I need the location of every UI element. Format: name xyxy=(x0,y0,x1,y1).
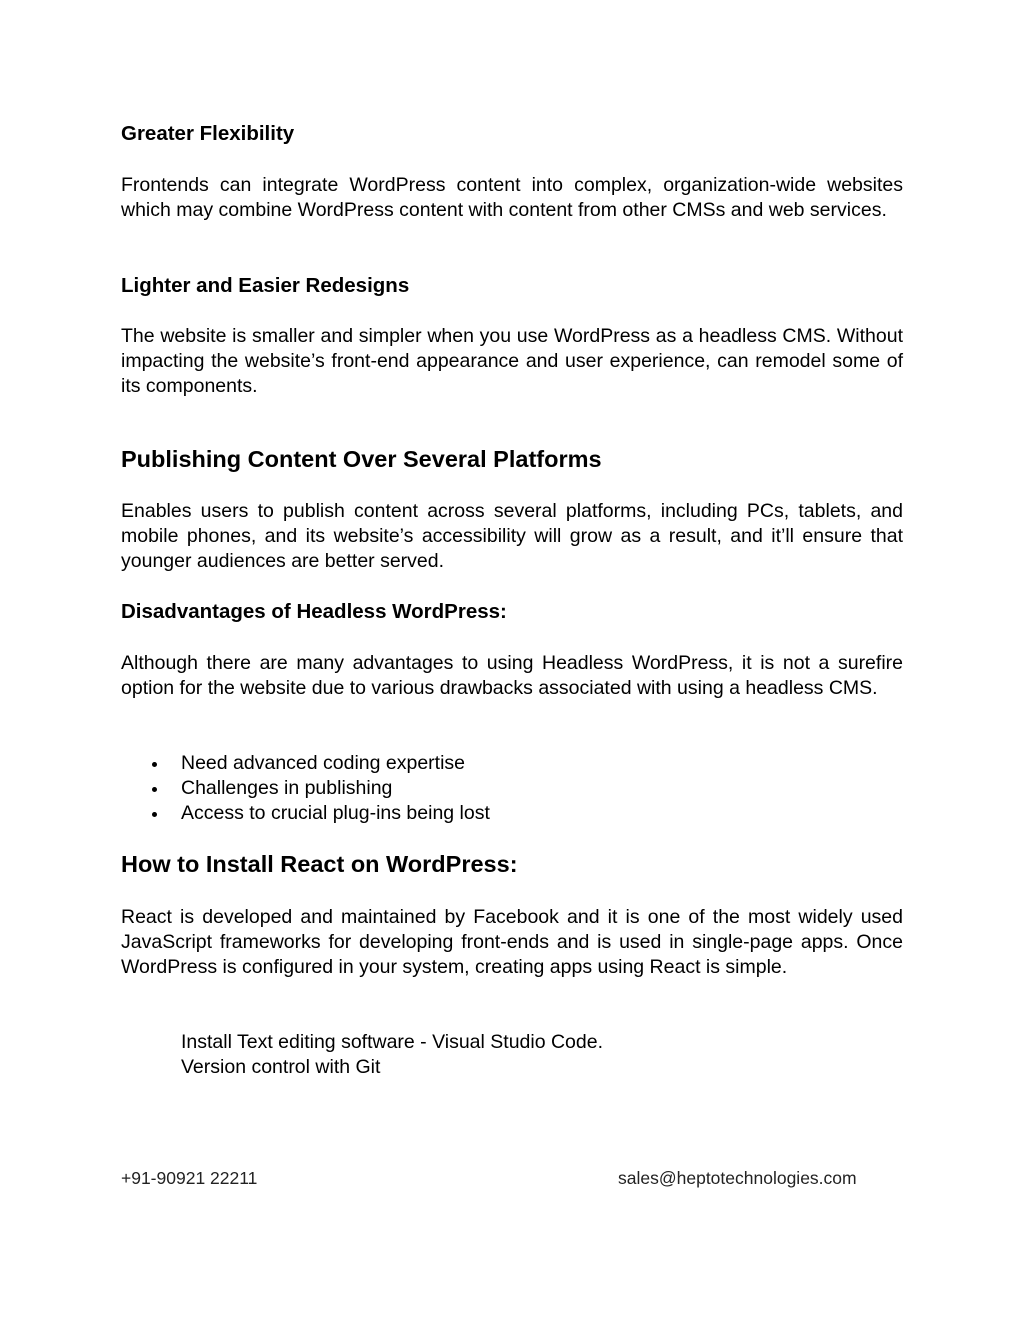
heading-publishing-content: Publishing Content Over Several Platforms xyxy=(121,446,602,472)
install-step: Version control with Git xyxy=(181,1056,381,1078)
install-step: Install Text editing software - Visual Studio Code. xyxy=(181,1031,604,1053)
list-item-text: Challenges in publishing xyxy=(181,777,393,799)
heading-greater-flexibility: Greater Flexibility xyxy=(121,122,295,145)
list-item-text: Need advanced coding expertise xyxy=(181,752,466,774)
install-steps xyxy=(181,1030,603,1080)
paragraph-publishing-content: Enables users to publish content across several platforms, including PCs, tablets, and mobile phones, and its website’s accessibility will grow as a result, and it’ll ensure that younger audiences are better served. xyxy=(121,500,903,572)
paragraph-disadvantages: Although there are many advantages to using Headless WordPress, it is not a surefire option for the website due to various drawbacks associated with using a headless CMS. xyxy=(121,652,903,699)
footer-phone: +91-90921 22211 xyxy=(121,1168,258,1188)
paragraph-lighter-redesigns: The website is smaller and simpler when you use WordPress as a headless CMS. Without impacting the website’s front-end appearance and user experience, can remodel some of its components. xyxy=(121,325,903,397)
paragraph-greater-flexibility: Frontends can integrate WordPress content into complex, organization-wide websites which may combine WordPress content with content from other CMSs and web services. xyxy=(121,174,903,221)
bullet-icon xyxy=(152,812,157,817)
footer-email: sales@heptotechnologies.com xyxy=(618,1168,857,1188)
heading-disadvantages: Disadvantages of Headless WordPress: xyxy=(121,600,507,623)
bullet-icon xyxy=(152,787,157,792)
heading-install-react: How to Install React on WordPress: xyxy=(121,851,518,877)
list-item-text: Access to crucial plug-ins being lost xyxy=(181,802,490,824)
list-item xyxy=(121,776,490,801)
disadvantages-list xyxy=(121,751,490,826)
list-item xyxy=(121,801,490,826)
list-item xyxy=(121,751,490,776)
heading-lighter-redesigns: Lighter and Easier Redesigns xyxy=(121,274,410,297)
bullet-icon xyxy=(152,762,157,767)
paragraph-install-react: React is developed and maintained by Facebook and it is one of the most widely used JavaScript frameworks for developing front-ends and is used in single-page apps. Once WordPress is configured in your system, creating apps using React is simple. xyxy=(121,906,903,978)
